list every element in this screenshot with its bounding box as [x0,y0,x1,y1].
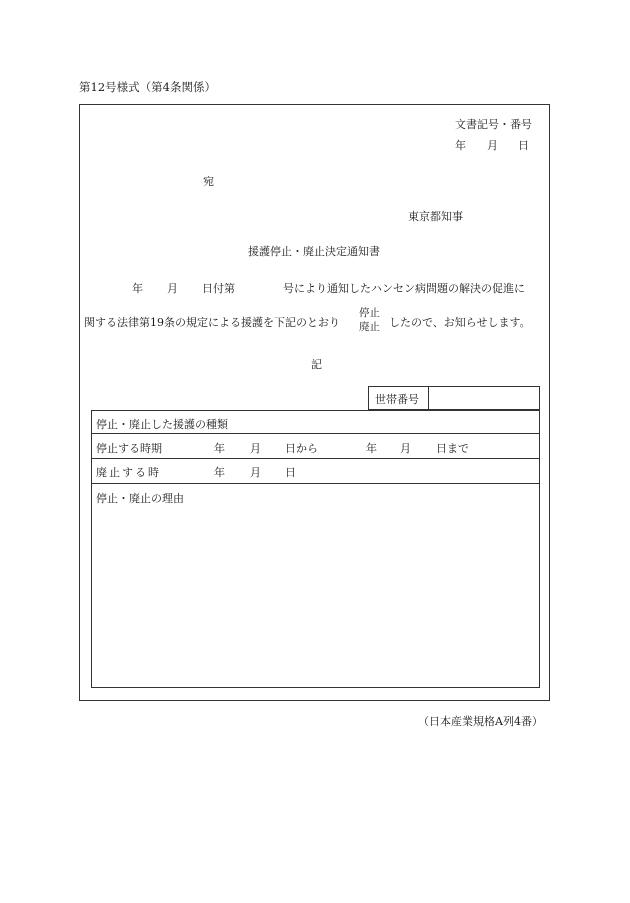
abolish-year: 年 [214,466,225,479]
abolish-month: 月 [250,466,261,479]
issue-date-day: 日 [518,139,529,152]
body-line-2-end: したので、お知らせします。 [389,316,531,329]
table-row-divider [92,483,539,484]
period-to-year: 年 [366,442,377,455]
addressee-suffix: 宛 [203,175,214,188]
assistance-kind-label: 停止・廃止した援護の種類 [96,418,228,431]
issue-date-month: 月 [487,139,498,152]
period-to-day: 日まで [436,442,469,455]
stop-period-label: 停止する時期 [96,442,162,455]
paper-standard-note: （日本産業規格A列4番） [418,715,543,728]
body-ref-month: 月 [167,282,178,295]
body-ref-day-number: 日付第 [202,282,235,295]
period-from-day: 日から [285,442,318,455]
period-from-year: 年 [214,442,225,455]
period-to-month: 月 [400,442,411,455]
option-abolish: 廃止 [359,321,380,333]
document-number-label: 文書記号・番号 [455,118,532,131]
table-row-divider [92,433,539,434]
document-title: 援護停止・廃止決定通知書 [248,245,380,258]
form-number-label: 第12号様式（第4条関係） [79,80,216,94]
abolish-day: 日 [285,466,296,479]
body-ref-year: 年 [132,282,143,295]
reason-label: 停止・廃止の理由 [96,492,184,505]
abolish-date-label: 廃止する時 [96,466,161,479]
body-line-1: 号により通知したハンセン病問題の解決の促進に [283,282,525,295]
issuer-name: 東京都知事 [408,210,463,223]
option-stop: 停止 [359,307,380,319]
period-from-month: 月 [250,442,261,455]
household-number-divider [428,387,429,409]
issue-date-year: 年 [455,139,466,152]
ki-heading: 記 [311,358,322,371]
body-line-2: 関する法律第19条の規定による援護を下記のとおり [84,316,340,329]
table-row-divider [92,458,539,459]
household-number-label: 世帯番号 [375,393,419,406]
